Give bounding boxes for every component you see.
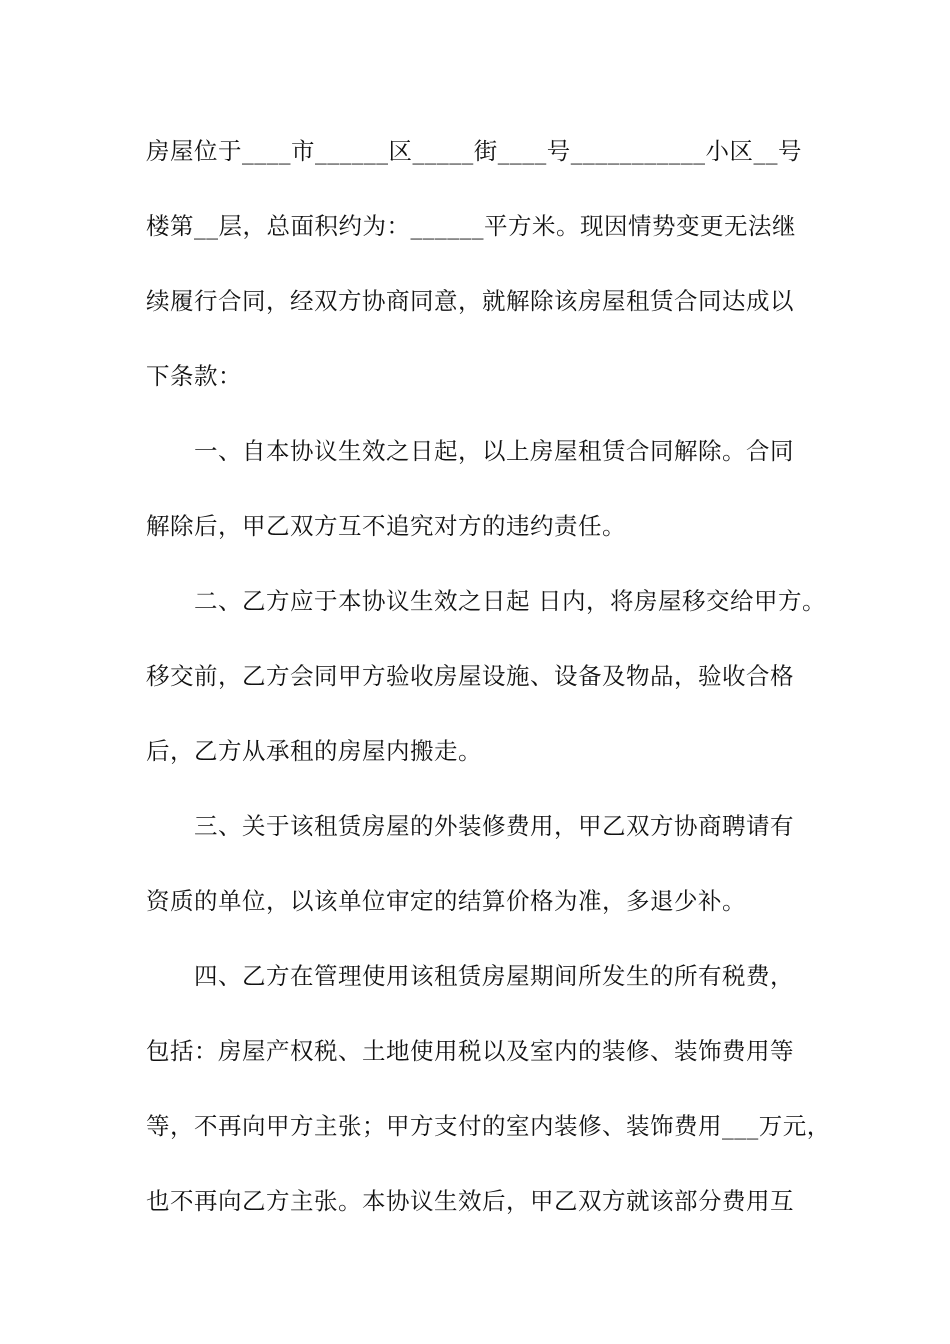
paragraph-line: 楼第__层，总面积约为：______平方米。现因情势变更无法继 — [146, 212, 796, 240]
clause-two-line: 二、乙方应于本协议生效之日起 日内，将房屋移交给甲方。 — [194, 587, 826, 615]
paragraph-line: 包括：房屋产权税、土地使用税以及室内的装修、装饰费用等 — [146, 1037, 794, 1065]
paragraph-line: 资质的单位，以该单位审定的结算价格为准，多退少补。 — [146, 887, 746, 915]
clause-one-line: 一、自本协议生效之日起，以上房屋租赁合同解除。合同 — [194, 437, 794, 465]
paragraph-line: 解除后，甲乙双方互不追究对方的违约责任。 — [146, 512, 626, 540]
paragraph-line: 下条款： — [146, 362, 242, 390]
paragraph-line: 后，乙方从承租的房屋内搬走。 — [146, 737, 482, 765]
paragraph-line: 房屋位于____市______区_____街____号___________小区__号 — [146, 137, 802, 165]
paragraph-line: 等，不再向甲方主张；甲方支付的室内装修、装饰费用___万元， — [146, 1112, 831, 1140]
paragraph-line: 移交前，乙方会同甲方验收房屋设施、设备及物品，验收合格 — [146, 662, 794, 690]
paragraph-line: 也不再向乙方主张。本协议生效后，甲乙双方就该部分费用互 — [146, 1187, 794, 1215]
paragraph-line: 续履行合同，经双方协商同意，就解除该房屋租赁合同达成以 — [146, 287, 794, 315]
clause-four-line: 四、乙方在管理使用该租赁房屋期间所发生的所有税费， — [194, 962, 794, 990]
clause-three-line: 三、关于该租赁房屋的外装修费用，甲乙双方协商聘请有 — [194, 812, 794, 840]
